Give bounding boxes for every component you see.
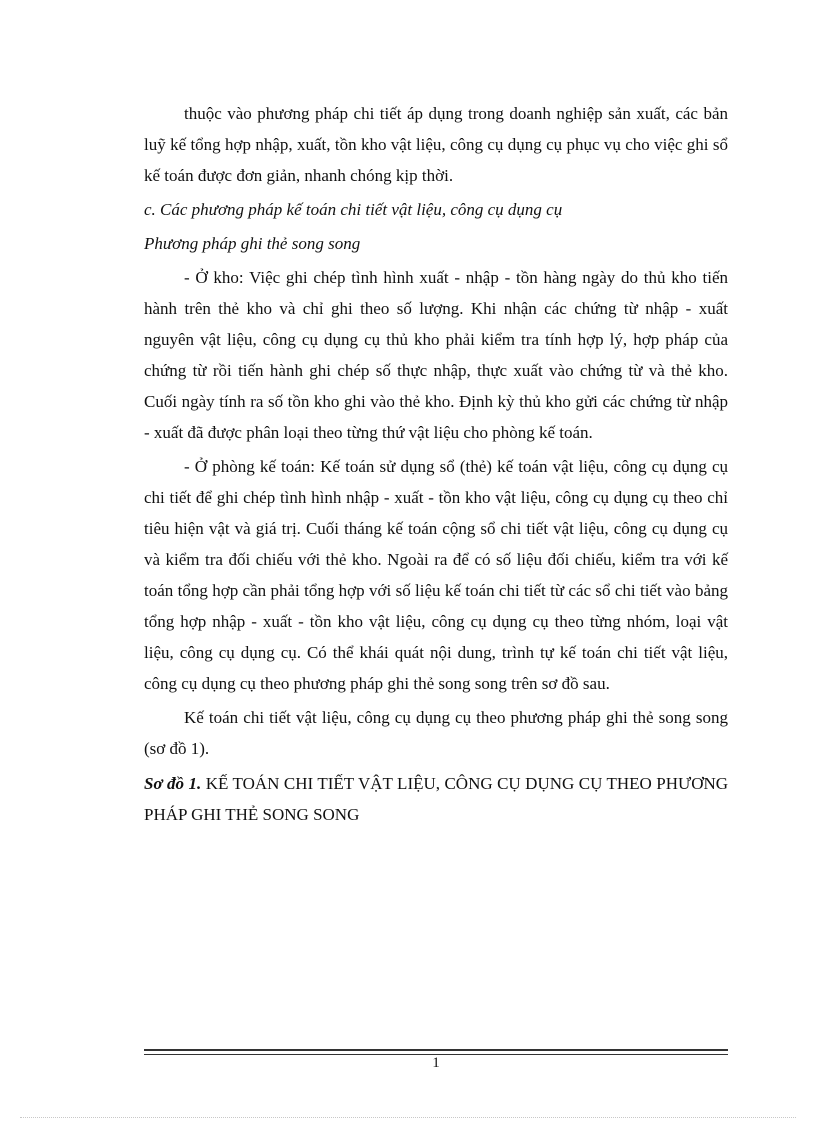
paragraph-accounting-dept: - Ở phòng kế toán: Kế toán sử dụng sổ (thẻ) kế toán vật liệu, công cụ dụng cụ chi tiết để ghi chép tình hình nhập - xuất - tồn kho vật liệu, công cụ dụng cụ theo chỉ tiêu hiện vật và giá trị. Cuối tháng kế toán cộng sổ chi tiết vật liệu, công cụ dụng cụ và kiểm tra đối chiếu với thẻ kho. Ngoài ra để có số liệu đối chiếu, kiểm tra với kế toán tổng hợp cần phải tổng hợp với số liệu kế toán chi tiết từ các sổ chi tiết vào bảng tổng hợp nhập - xuất - tồn kho vật liệu, công cụ dụng cụ theo từng nhóm, loại vật liệu, công cụ dụng cụ. Có thể khái quát nội dung, trình tự kế toán chi tiết vật liệu, công cụ dụng cụ theo phương pháp ghi thẻ song song trên sơ đồ sau.	[144, 457, 728, 693]
paragraph-continuation: thuộc vào phương pháp chi tiết áp dụng trong doanh nghiệp sản xuất, các bản luỹ kế tổng hợp nhập, xuất, tồn kho vật liệu, công cụ dụng cụ phục vụ cho việc ghi sổ kế toán được đơn giản, nhanh chóng kịp thời.	[144, 104, 728, 185]
paragraph-diagram-intro: Kế toán chi tiết vật liệu, công cụ dụng cụ theo phương pháp ghi thẻ song song (sơ đồ 1).	[144, 708, 728, 758]
figure-caption	[144, 768, 728, 830]
figure-title: KẾ TOÁN CHI TIẾT VẬT LIỆU, CÔNG CỤ DỤNG CỤ THEO PHƯƠNG PHÁP GHI THẺ SONG SONG	[144, 774, 729, 824]
figure-label: Sơ đồ 1.	[144, 774, 202, 793]
page-number: 1	[432, 1055, 440, 1071]
paragraph-warehouse: - Ở kho: Việc ghi chép tình hình xuất - nhập - tồn hàng ngày do thủ kho tiến hành trên thẻ kho và chỉ ghi theo số lượng. Khi nhận các chứng từ nhập - xuất nguyên vật liệu, công cụ dụng cụ thủ kho phải kiểm tra tính hợp lý, hợp pháp của chứng từ rồi tiến hành ghi chép số thực nhập, thực xuất vào chứng từ và thẻ kho. Cuối ngày tính ra số tồn kho ghi vào thẻ kho. Định kỳ thủ kho gửi các chứng từ nhập - xuất đã được phân loại theo từng thứ vật liệu cho phòng kế toán.	[144, 268, 728, 442]
body-text	[144, 98, 728, 830]
section-heading-c: c. Các phương pháp kế toán chi tiết vật liệu, công cụ dụng cụ	[144, 200, 563, 219]
method-subheading: Phương pháp ghi thẻ song song	[144, 234, 361, 253]
page-bottom-border	[20, 1117, 796, 1118]
